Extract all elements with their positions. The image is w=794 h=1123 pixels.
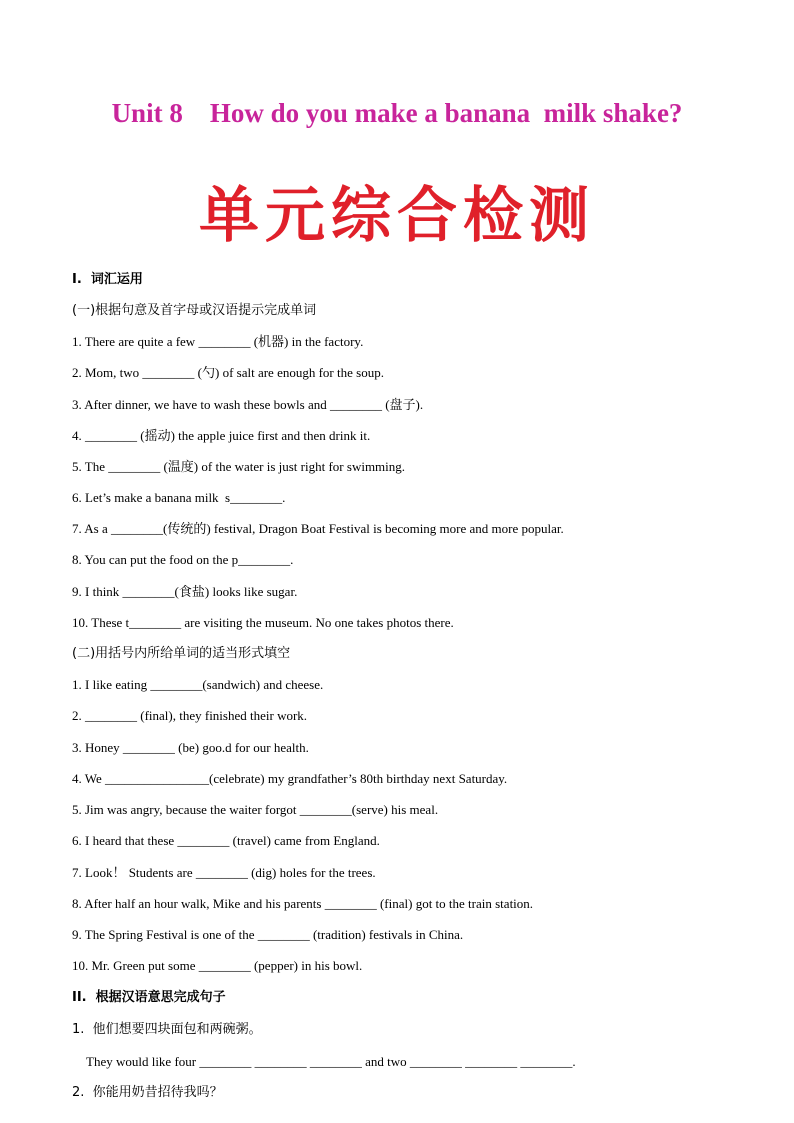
exercise-item: 10. These t________ are visiting the museum. No one takes photos there. [72,615,454,630]
exercise-item: 1. There are quite a few ________ (机器) in the factory. [72,334,364,349]
exercise-item: 3. After dinner, we have to wash these bowls and ________ (盘子). [72,397,424,412]
exercise-item: 2. Mom, two ________ (勺) of salt are enough for the soup. [72,365,384,380]
exercise-item: 7. As a ________(传统的) festival, Dragon Boat Festival is becoming more and more popular. [72,521,564,536]
translation-prompt: 2. 你能用奶昔招待我吗？ [72,1085,223,1100]
exercise-item: 8. After half an hour walk, Mike and his parents ________ (final) got to the train station. [72,896,534,911]
exercise-item: 8. You can put the food on the p________. [72,552,294,567]
page-title: Unit 8 How do you make a banana milk shake? [111,98,683,128]
exercise-item: 4. ________ (摇动) the apple juice first and then drink it. [72,428,371,443]
exercise-item: 7. Look！ Students are ________ (dig) holes for the trees. [72,865,376,880]
section-1-heading: I. 词汇运用 [72,272,143,287]
exercise-item: 10. Mr. Green put some ________ (pepper) in his bowl. [72,958,363,973]
exercise-item: 9. I think ________(食盐) looks like sugar. [72,584,298,599]
page-subtitle: 单元综合检测 [199,181,595,251]
exercise-item: 4. We ________________(celebrate) my grandfather’s 80th birthday next Saturday. [72,771,508,786]
exercise-item: 3. Honey ________ (be) goo.d for our health. [72,740,309,755]
part-2-heading: (二)用括号内所给单词的适当形式填空 [72,646,291,661]
exercise-item: 9. The Spring Festival is one of the ________ (tradition) festivals in China. [72,927,464,942]
exercise-item: 1. I like eating ________(sandwich) and cheese. [72,677,324,692]
part-1-heading: (一)根据句意及首字母或汉语提示完成单词 [72,303,317,318]
exercise-item: 2. ________ (final), they finished their work. [72,708,308,723]
translation-answer-line: They would like four ________ ________ ________ and two ________ ________ ________. [86,1054,576,1069]
exercise-item: 6. Let’s make a banana milk s________. [72,490,286,505]
section-2-heading: II. 根据汉语意思完成句子 [72,990,226,1005]
exercise-item: 5. The ________ (温度) of the water is just right for swimming. [72,459,406,474]
exercise-item: 6. I heard that these ________ (travel) came from England. [72,833,380,848]
exercise-item: 5. Jim was angry, because the waiter forgot ________(serve) his meal. [72,802,439,817]
translation-prompt: 1. 他们想要四块面包和两碗粥。 [72,1022,262,1037]
